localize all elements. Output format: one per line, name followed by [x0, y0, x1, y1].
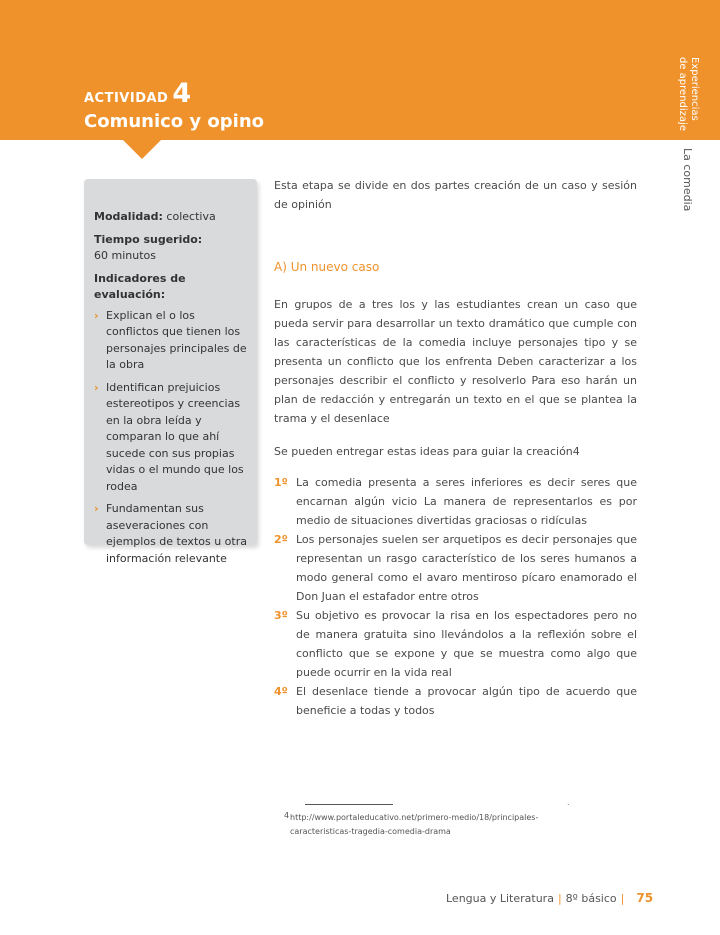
- activity-label: [84, 78, 191, 109]
- indicator-item: [94, 380, 247, 496]
- footer-grade: 8º básico: [565, 892, 617, 905]
- footnote-number: 4: [284, 811, 290, 820]
- footer-subject: Lengua y Literatura: [446, 892, 554, 905]
- item-text: Su objetivo es provocar la risa en los espectadores pero no de manera gratuita sino llevándolos a la reflexión sobre el conflicto que se expone y que se muestra como algo que puede ocurrir en la vida real: [296, 609, 637, 679]
- item-number: 3º: [274, 609, 288, 622]
- side-section-name: La comedia: [681, 148, 694, 212]
- footer-separator: |: [620, 892, 625, 905]
- activity-word: ACTIVIDAD: [84, 91, 169, 106]
- footnote-divider: [305, 804, 393, 805]
- main-content: [274, 176, 637, 720]
- indicator-item: [94, 308, 247, 374]
- bullet-icon: ›: [94, 308, 99, 322]
- indicadores-label: Indicadores de evaluación:: [94, 271, 186, 301]
- indicator-item: [94, 501, 247, 567]
- info-box: [84, 179, 257, 565]
- modalidad: [94, 209, 247, 226]
- item-text: El desenlace tiende a provocar algún tipo de acuerdo que beneficie a todas y todos: [296, 685, 637, 717]
- item-number: 4º: [274, 685, 288, 698]
- side-section-tab: [676, 57, 706, 135]
- paragraph-2: Se pueden entregar estas ideas para guiar la creación4: [274, 445, 580, 458]
- paragraph-1: En grupos de a tres los y las estudiantes crean un caso que pueda servir para desarrollar un texto dramático que cumple con las características de la comedia incluye personajes tipo y se presenta un conflicto que los enfrenta Deben caracterizar a los personajes describir el conflicto y resolverlo Para eso harán un plan de redacción y entregarán un texto en el que se plantea la trama y el desenlace: [274, 298, 637, 425]
- page-footer: [446, 891, 653, 905]
- section-a-title: A) Un nuevo caso: [274, 260, 380, 274]
- item-number: 1º: [274, 476, 288, 489]
- indicator-text: Fundamentan sus aseveraciones con ejemplos de textos u otra información relevante: [106, 502, 247, 565]
- idea-list: [274, 473, 637, 720]
- footnote-text: [290, 811, 590, 839]
- indicadores-heading: [94, 271, 247, 304]
- indicator-text: Identifican prejuicios estereotipos y creencias en la obra leída y comparan lo que ahí sucede con sus propias vidas o el mundo que los rodea: [106, 380, 244, 493]
- activity-number: 4: [172, 78, 192, 109]
- bullet-icon: ›: [94, 502, 99, 515]
- list-item: [274, 682, 637, 720]
- footnote-link-line1[interactable]: http://www.portaleducativo.net/primero-medio/18/principales-: [290, 813, 539, 822]
- page-number: 75: [636, 891, 654, 905]
- footnote-dot: .: [567, 798, 570, 807]
- modalidad-value: colectiva: [166, 210, 216, 223]
- side-label-line2: de aprendizaje: [677, 57, 688, 131]
- list-item: [274, 530, 637, 606]
- footer-separator: |: [557, 892, 562, 905]
- tiempo-label: Tiempo sugerido:: [94, 232, 203, 246]
- list-item: [274, 473, 637, 530]
- bullet-icon: ›: [94, 380, 99, 394]
- footnote-link-line2[interactable]: caracteristicas-tragedia-comedia-drama: [290, 827, 451, 836]
- tiempo-value: 60 minutos: [94, 249, 156, 262]
- item-text: La comedia presenta a seres inferiores es decir seres que encarnan algún vicio La manera de representarlos es por medio de situaciones divertidas graciosas o ridículas: [296, 476, 637, 527]
- list-item: [274, 606, 637, 682]
- intro-paragraph: Esta etapa se divide en dos partes creación de un caso y sesión de opinión: [274, 179, 637, 211]
- tiempo: [94, 232, 247, 265]
- modalidad-label: Modalidad:: [94, 210, 163, 223]
- item-number: 2º: [274, 533, 288, 546]
- indicator-list: [94, 308, 247, 568]
- banner-notch: [122, 139, 162, 159]
- indicator-text: Explican el o los conflictos que tienen los personajes principales de la obra: [106, 308, 247, 371]
- activity-title: Comunico y opino: [84, 111, 265, 132]
- item-text: Los personajes suelen ser arquetipos es decir personajes que representan un rasgo característico de los seres humanos a modo general como el avaro mentiroso pícaro enamorado el Don Juan el estafador entre otros: [296, 533, 637, 603]
- side-label-line1: Experiencias: [689, 57, 700, 121]
